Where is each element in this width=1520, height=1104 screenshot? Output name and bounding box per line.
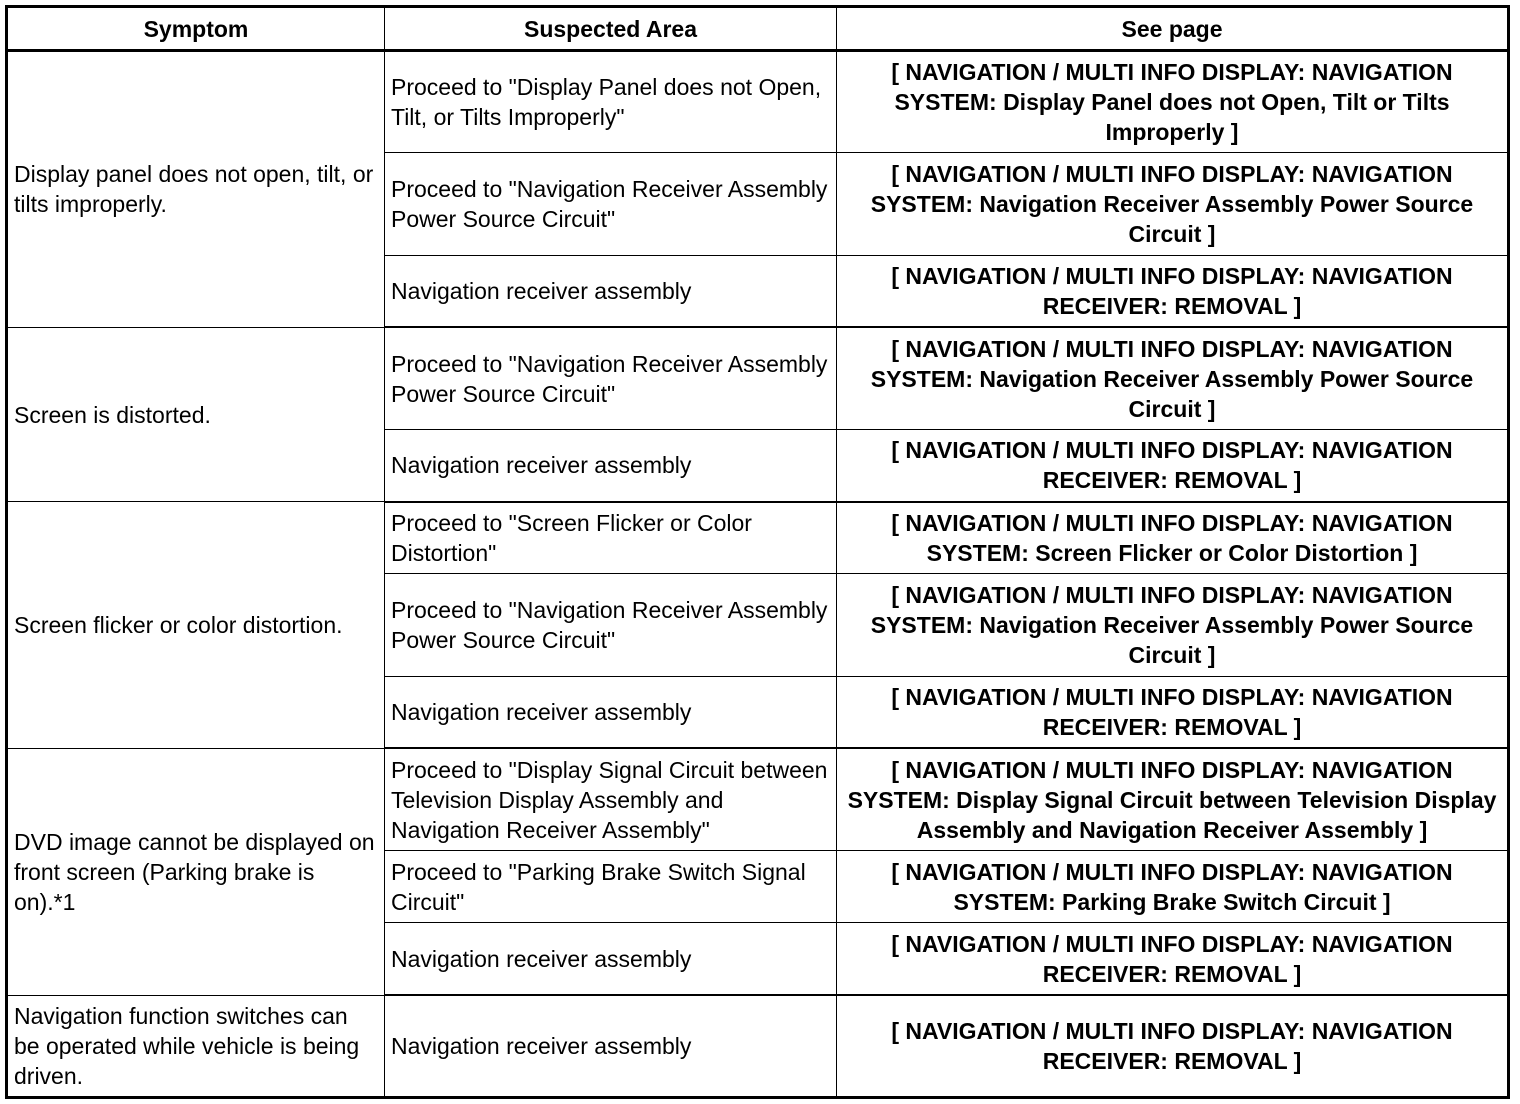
suspected-area-cell: Proceed to "Navigation Receiver Assembly Power Source Circuit"	[385, 574, 837, 676]
see-page-link[interactable]: [ NAVIGATION / MULTI INFO DISPLAY: NAVIGATION SYSTEM: Navigation Receiver Assembly Power Source Circuit ]	[837, 327, 1509, 429]
symptom-cell: Screen flicker or color distortion.	[7, 502, 385, 749]
suspected-area-cell: Proceed to "Navigation Receiver Assembly Power Source Circuit"	[385, 153, 837, 255]
table-row	[7, 502, 1509, 574]
table-row	[7, 995, 1509, 1097]
see-page-link[interactable]: [ NAVIGATION / MULTI INFO DISPLAY: NAVIGATION RECEIVER: REMOVAL ]	[837, 430, 1509, 502]
suspected-area-cell: Proceed to "Display Signal Circuit between Television Display Assembly and Navigation Receiver Assembly"	[385, 748, 837, 850]
see-page-link[interactable]: [ NAVIGATION / MULTI INFO DISPLAY: NAVIGATION RECEIVER: REMOVAL ]	[837, 995, 1509, 1097]
suspected-area-cell: Navigation receiver assembly	[385, 676, 837, 748]
suspected-area-cell: Proceed to "Screen Flicker or Color Distortion"	[385, 502, 837, 574]
table-row	[7, 51, 1509, 153]
header-symptom: Symptom	[7, 7, 385, 51]
suspected-area-cell: Proceed to "Display Panel does not Open, Tilt, or Tilts Improperly"	[385, 51, 837, 153]
see-page-link[interactable]: [ NAVIGATION / MULTI INFO DISPLAY: NAVIGATION RECEIVER: REMOVAL ]	[837, 255, 1509, 327]
see-page-link[interactable]: [ NAVIGATION / MULTI INFO DISPLAY: NAVIGATION SYSTEM: Navigation Receiver Assembly Power Source Circuit ]	[837, 574, 1509, 676]
table-row	[7, 748, 1509, 850]
see-page-link[interactable]: [ NAVIGATION / MULTI INFO DISPLAY: NAVIGATION SYSTEM: Navigation Receiver Assembly Power Source Circuit ]	[837, 153, 1509, 255]
header-suspected-area: Suspected Area	[385, 7, 837, 51]
see-page-link[interactable]: [ NAVIGATION / MULTI INFO DISPLAY: NAVIGATION RECEIVER: REMOVAL ]	[837, 923, 1509, 995]
symptom-cell: Navigation function switches can be operated while vehicle is being driven.	[7, 995, 385, 1097]
suspected-area-cell: Navigation receiver assembly	[385, 923, 837, 995]
symptom-cell: Screen is distorted.	[7, 327, 385, 501]
see-page-link[interactable]: [ NAVIGATION / MULTI INFO DISPLAY: NAVIGATION RECEIVER: REMOVAL ]	[837, 676, 1509, 748]
see-page-link[interactable]: [ NAVIGATION / MULTI INFO DISPLAY: NAVIGATION SYSTEM: Screen Flicker or Color Distortion ]	[837, 502, 1509, 574]
suspected-area-cell: Navigation receiver assembly	[385, 430, 837, 502]
see-page-link[interactable]: [ NAVIGATION / MULTI INFO DISPLAY: NAVIGATION SYSTEM: Display Panel does not Open, Tilt or Tilts Improperly ]	[837, 51, 1509, 153]
suspected-area-cell: Navigation receiver assembly	[385, 255, 837, 327]
see-page-link[interactable]: [ NAVIGATION / MULTI INFO DISPLAY: NAVIGATION SYSTEM: Display Signal Circuit between Television Display Assembly and Navigation Receiver Assembly ]	[837, 748, 1509, 850]
suspected-area-cell: Navigation receiver assembly	[385, 995, 837, 1097]
suspected-area-cell: Proceed to "Parking Brake Switch Signal Circuit"	[385, 851, 837, 923]
table-row	[7, 327, 1509, 429]
suspected-area-cell: Proceed to "Navigation Receiver Assembly Power Source Circuit"	[385, 327, 837, 429]
symptom-cell: DVD image cannot be displayed on front screen (Parking brake is on).*1	[7, 748, 385, 995]
symptom-cell: Display panel does not open, tilt, or tilts improperly.	[7, 51, 385, 328]
troubleshooting-table	[5, 5, 1510, 1099]
see-page-link[interactable]: [ NAVIGATION / MULTI INFO DISPLAY: NAVIGATION SYSTEM: Parking Brake Switch Circuit ]	[837, 851, 1509, 923]
header-see-page: See page	[837, 7, 1509, 51]
header-row	[7, 7, 1509, 51]
